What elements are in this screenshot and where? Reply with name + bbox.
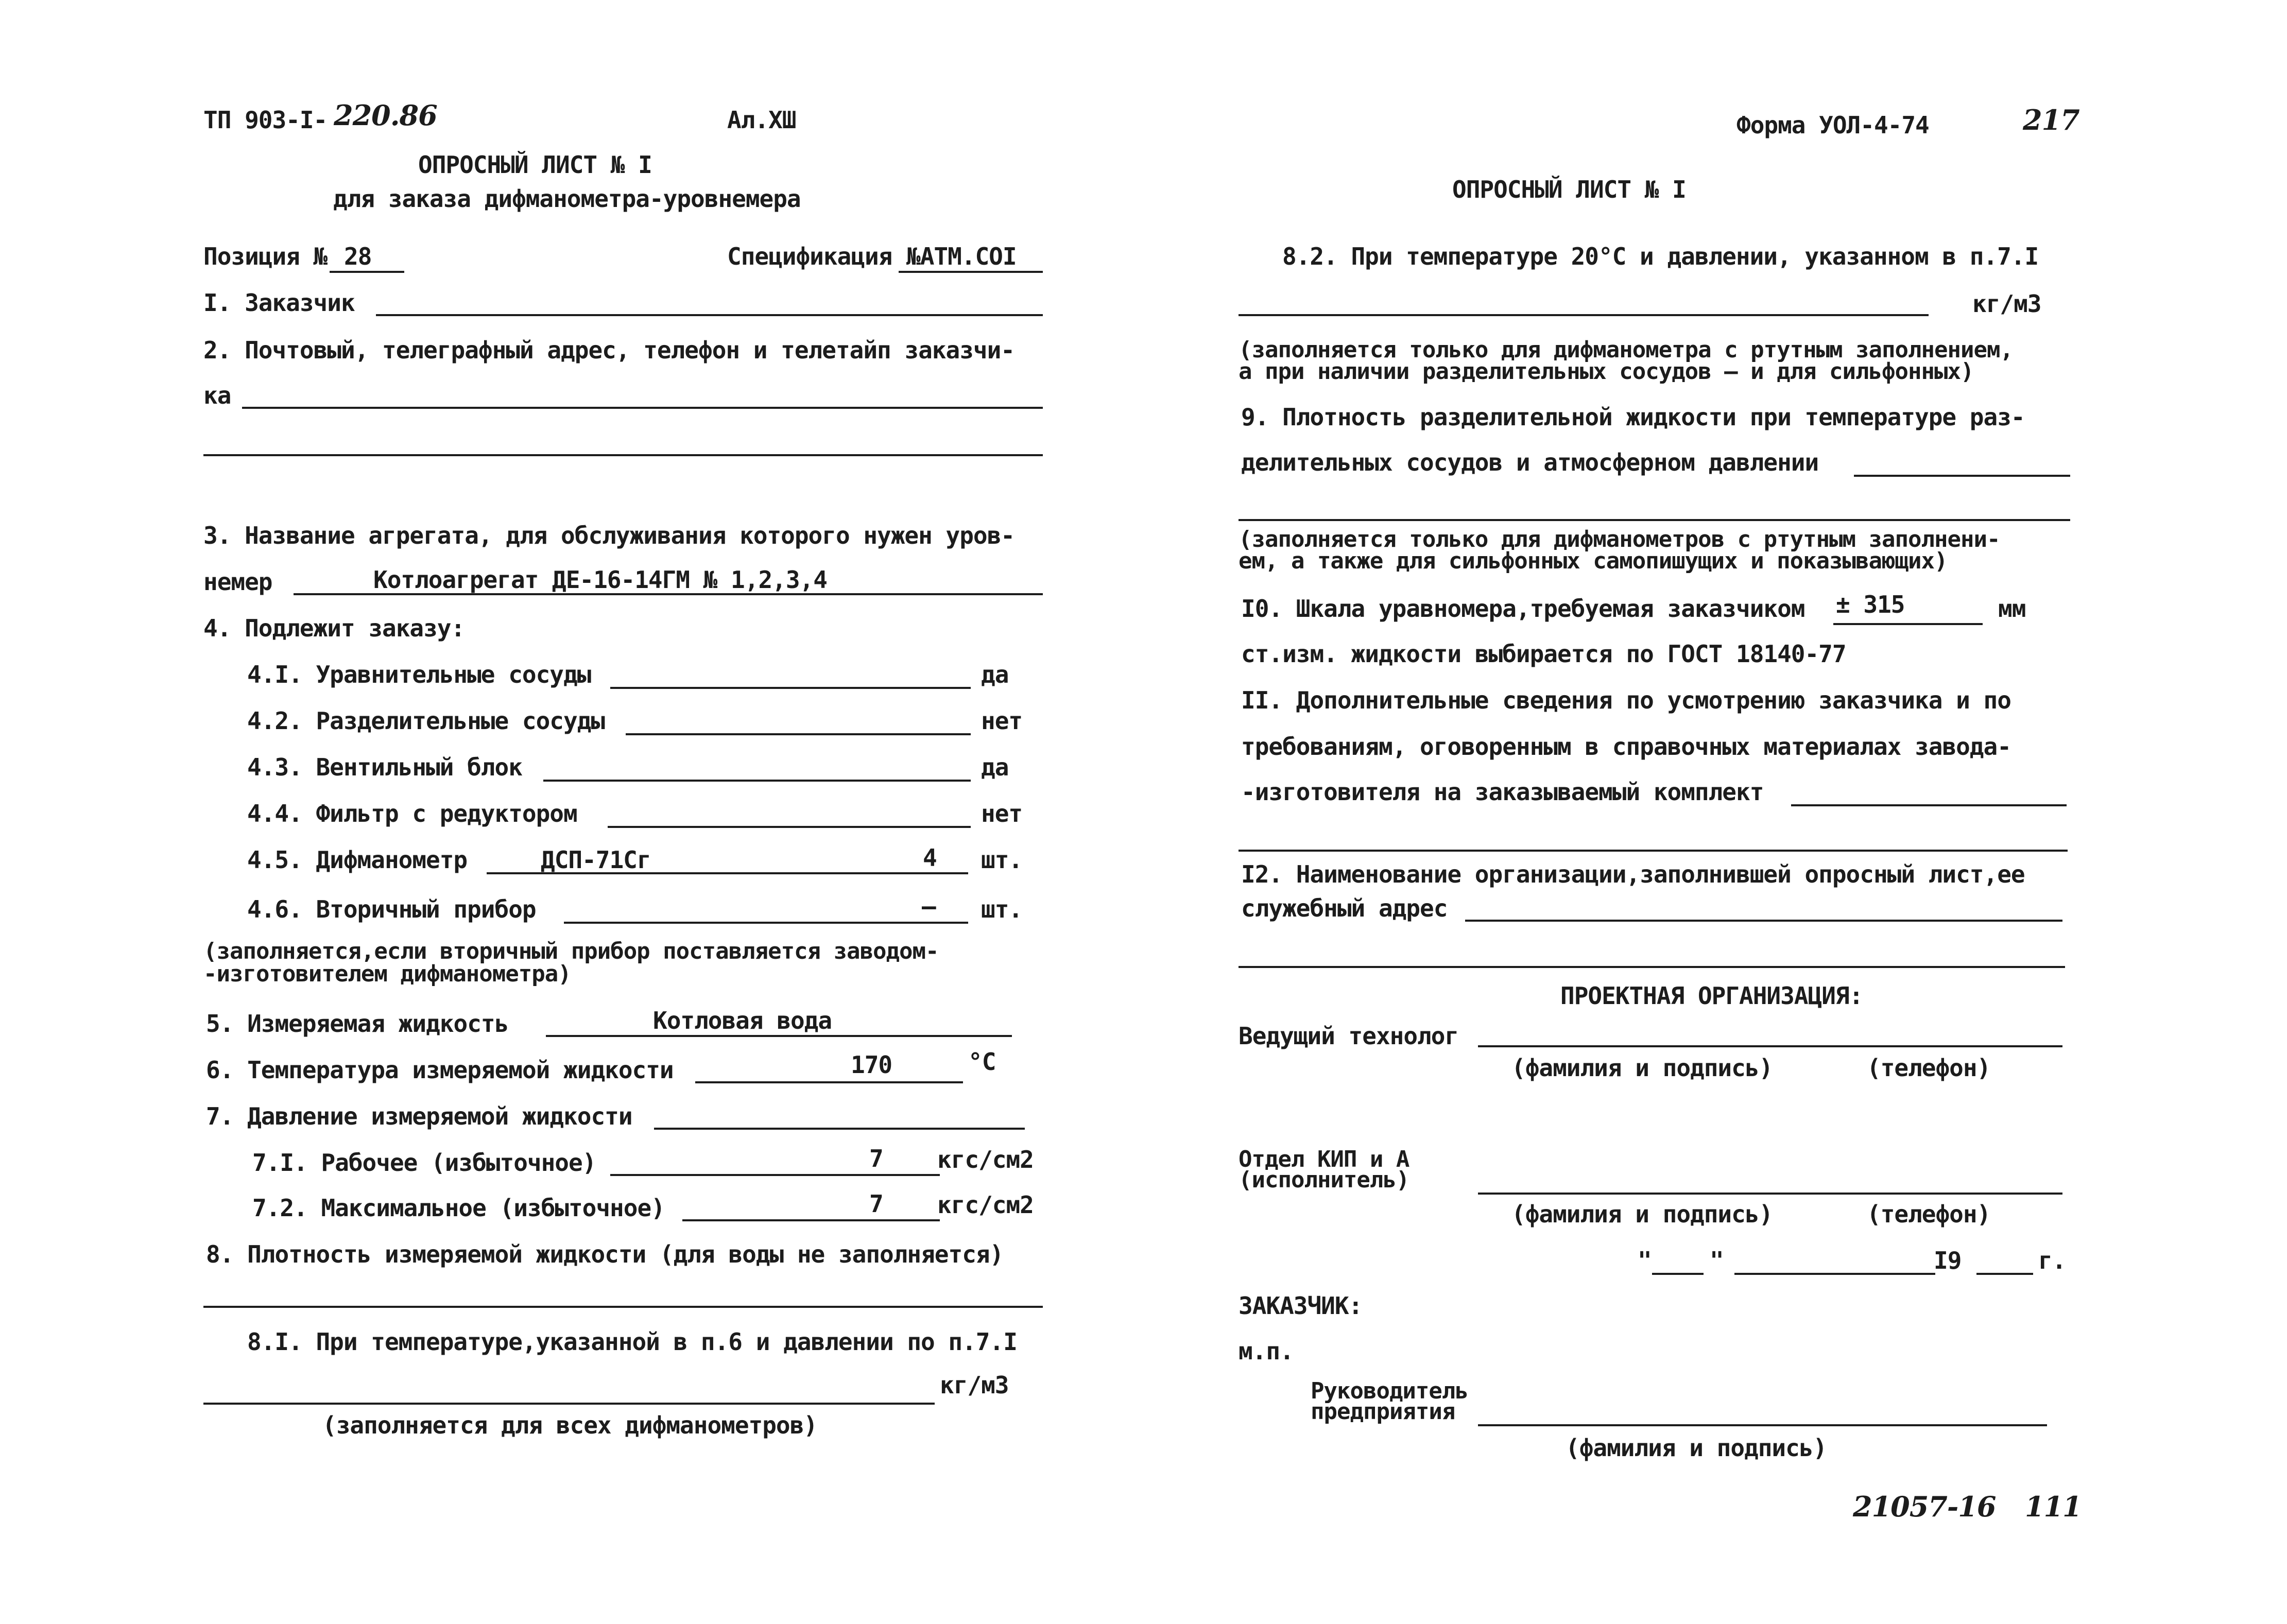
q3-unit: 3. Название агрегата, для обслуживания которого нужен уров- [203, 522, 1014, 549]
q8-line [203, 1306, 1043, 1308]
q82-unit: кг/м3 [1972, 290, 2041, 318]
note8: (заполняется для всех дифманометров) [322, 1411, 817, 1439]
doc-code-handwritten: 220.86 [334, 99, 437, 132]
q11-label-cont1: требованиям, оговоренным в справочных материалах завода- [1241, 733, 2011, 761]
q12-label-cont: служебный адрес [1241, 894, 1448, 922]
date-year-line [1976, 1273, 2033, 1275]
q72-line [682, 1219, 940, 1221]
q42-value: нет [981, 707, 1023, 735]
q82-line [1239, 314, 1929, 316]
q82-label: 8.2. При температуре 20°С и давлении, указанном в п.7.I [1282, 243, 2039, 270]
head-sign-caption: (фамилия и подпись) [1566, 1434, 1827, 1462]
left-subtitle: для заказа дифманометра-уровнемера [333, 185, 801, 213]
date-quote-close: " [1710, 1247, 1724, 1274]
q2-line-1 [242, 407, 1043, 409]
head-label-cont: предприятия [1311, 1398, 1455, 1425]
q2-address: 2. Почтовый, телеграфный адрес, телефон и телетайп заказчи- [203, 336, 1014, 364]
q11-line-2 [1239, 850, 2068, 852]
q46-unit: шт. [981, 895, 1023, 923]
q41-value: да [981, 661, 1009, 688]
q7-line [654, 1128, 1025, 1130]
q3-unit-cont: немер [203, 568, 272, 596]
q71-line [610, 1174, 940, 1176]
q6-line [695, 1081, 963, 1083]
date-month-line [1734, 1273, 1935, 1275]
q9-label: 9. Плотность разделительной жидкости при температуре раз- [1241, 403, 2025, 431]
q4-order: 4. Подлежит заказу: [203, 614, 465, 642]
q12-label: I2. Наименование организации,заполнившей опросный лист,ее [1241, 860, 2025, 888]
q12-line [1465, 920, 2062, 922]
q10-value: ± 315 [1836, 591, 1905, 618]
note4-line2: -изготовителем дифманометра) [203, 961, 571, 987]
dept-label: Отдел КИП и А [1239, 1146, 1409, 1172]
q6-unit: °С [968, 1048, 996, 1076]
album-number: Ал.ХШ [727, 106, 796, 134]
dept-line [1478, 1193, 2062, 1195]
q1-customer: I. Заказчик [203, 289, 355, 317]
spec-value: №АТМ.СОI [906, 243, 1017, 270]
q72-label: 7.2. Максимальное (избыточное) [252, 1194, 665, 1222]
q72-unit: кгс/см2 [937, 1191, 1034, 1219]
lead-tech-phone-caption: (телефон) [1867, 1054, 1991, 1082]
q46-line [564, 922, 968, 924]
q44-value: нет [981, 800, 1023, 827]
lead-tech-sign-caption: (фамилия и подпись) [1511, 1054, 1773, 1082]
date-year-prefix: I9 [1934, 1247, 1962, 1274]
q45-label: 4.5. Дифманометр [247, 846, 468, 874]
seal-place: м.п. [1239, 1337, 1294, 1365]
date-quote-open: " [1638, 1247, 1652, 1274]
customer-label: ЗАКАЗЧИК: [1239, 1292, 1363, 1320]
dept-label-cont: (исполнитель) [1239, 1167, 1409, 1193]
position-line [330, 271, 404, 273]
q8-label: 8. Плотность измеряемой жидкости (для воды не заполняется) [206, 1240, 1004, 1268]
q71-unit: кгс/см2 [937, 1146, 1034, 1173]
q43-line [543, 780, 971, 782]
q2-address-cont: ка [203, 382, 231, 409]
q5-value: Котловая вода [653, 1007, 832, 1034]
note82-line2: а при наличии разделительных сосудов – и для сильфонных) [1239, 358, 1974, 385]
q10-gost: ст.изм. жидкости выбирается по ГОСТ 18140-77 [1241, 640, 1846, 668]
q71-value: 7 [869, 1145, 883, 1172]
form-code: Форма УОЛ-4-74 [1736, 111, 1929, 139]
q45-line [487, 872, 968, 874]
q41-label: 4.I. Уравнительные сосуды [247, 661, 591, 688]
q81-line [203, 1403, 935, 1405]
q5-label: 5. Измеряемая жидкость [206, 1010, 509, 1038]
q46-label: 4.6. Вторичный прибор [247, 895, 536, 923]
date-g: г. [2038, 1247, 2066, 1274]
q43-label: 4.3. Вентильный блок [247, 753, 522, 781]
right-title: ОПРОСНЫЙ ЛИСТ № I [1452, 176, 1686, 203]
q6-value: 170 [851, 1051, 892, 1079]
note9-line2: ем, а также для сильфонных самопишущих и показывающих) [1239, 548, 1948, 574]
spec-line [899, 271, 1043, 273]
note9-line1: (заполняется только для дифманометров с ртутным заполнени- [1239, 526, 2000, 552]
head-line [1478, 1424, 2047, 1426]
q44-line [608, 826, 971, 828]
q46-qty: – [922, 892, 936, 920]
q71-label: 7.I. Рабочее (избыточное) [252, 1149, 596, 1177]
lead-tech-line [1478, 1045, 2062, 1047]
dept-sign-caption: (фамилия и подпись) [1511, 1200, 1773, 1228]
q81-label: 8.I. При температуре,указанной в п.6 и давлении по п.7.I [247, 1328, 1017, 1356]
note82-line1: (заполняется только для дифманометра с ртутным заполнением, [1239, 337, 2013, 363]
q3-line [294, 593, 1043, 595]
q10-line [1833, 623, 1983, 625]
q11-line [1791, 804, 2067, 806]
q42-line [626, 733, 971, 735]
q45-unit: шт. [981, 846, 1023, 874]
q7-label: 7. Давление измеряемой жидкости [206, 1102, 632, 1130]
q1-line [376, 314, 1043, 316]
q2-line-2 [203, 454, 1043, 456]
q9-label-cont: делительных сосудов и атмосферном давлении [1241, 448, 1819, 476]
q12-line-2 [1239, 966, 2065, 968]
footer-page-handwritten: 111 [2025, 1490, 2082, 1523]
doc-code: ТП 903-I- [203, 106, 328, 134]
q9-line-2 [1239, 519, 2070, 521]
order-number-handwritten: 21057-16 [1853, 1490, 1996, 1523]
q9-line [1854, 475, 2070, 477]
q5-line [546, 1035, 1012, 1037]
q10-unit: мм [1998, 595, 2026, 623]
spec-label: Спецификация [727, 243, 892, 270]
q45-qty: 4 [923, 844, 937, 872]
q6-label: 6. Температура измеряемой жидкости [206, 1056, 674, 1084]
org-title: ПРОЕКТНАЯ ОРГАНИЗАЦИЯ: [1560, 982, 1863, 1010]
q3-unit-value: Котлоагрегат ДЕ-16-14ГМ № 1,2,3,4 [373, 566, 827, 594]
q41-line [610, 687, 971, 689]
q81-unit: кг/м3 [940, 1371, 1009, 1399]
note4-line1: (заполняется,если вторичный прибор поставляется заводом- [203, 938, 939, 964]
q72-value: 7 [869, 1190, 883, 1218]
q11-label: II. Дополнительные сведения по усмотрению заказчика и по [1241, 686, 2011, 714]
dept-phone-caption: (телефон) [1867, 1200, 1991, 1228]
position-label: Позиция № [203, 243, 328, 270]
page-number-handwritten: 217 [2023, 103, 2079, 136]
q45-model: ДСП-71Сг [541, 846, 651, 874]
date-day-line [1652, 1273, 1704, 1275]
q42-label: 4.2. Разделительные сосуды [247, 707, 605, 735]
left-title: ОПРОСНЫЙ ЛИСТ № I [418, 151, 652, 179]
q43-value: да [981, 753, 1009, 781]
q11-label-cont2: -изготовителя на заказываемый комплект [1241, 778, 1764, 806]
q10-label: I0. Шкала уравномера,требуемая заказчиком [1241, 595, 1805, 623]
head-label: Руководитель [1311, 1378, 1468, 1404]
lead-technologist: Ведущий технолог [1239, 1022, 1459, 1050]
q44-label: 4.4. Фильтр с редуктором [247, 800, 577, 827]
position-value: 28 [344, 243, 372, 270]
